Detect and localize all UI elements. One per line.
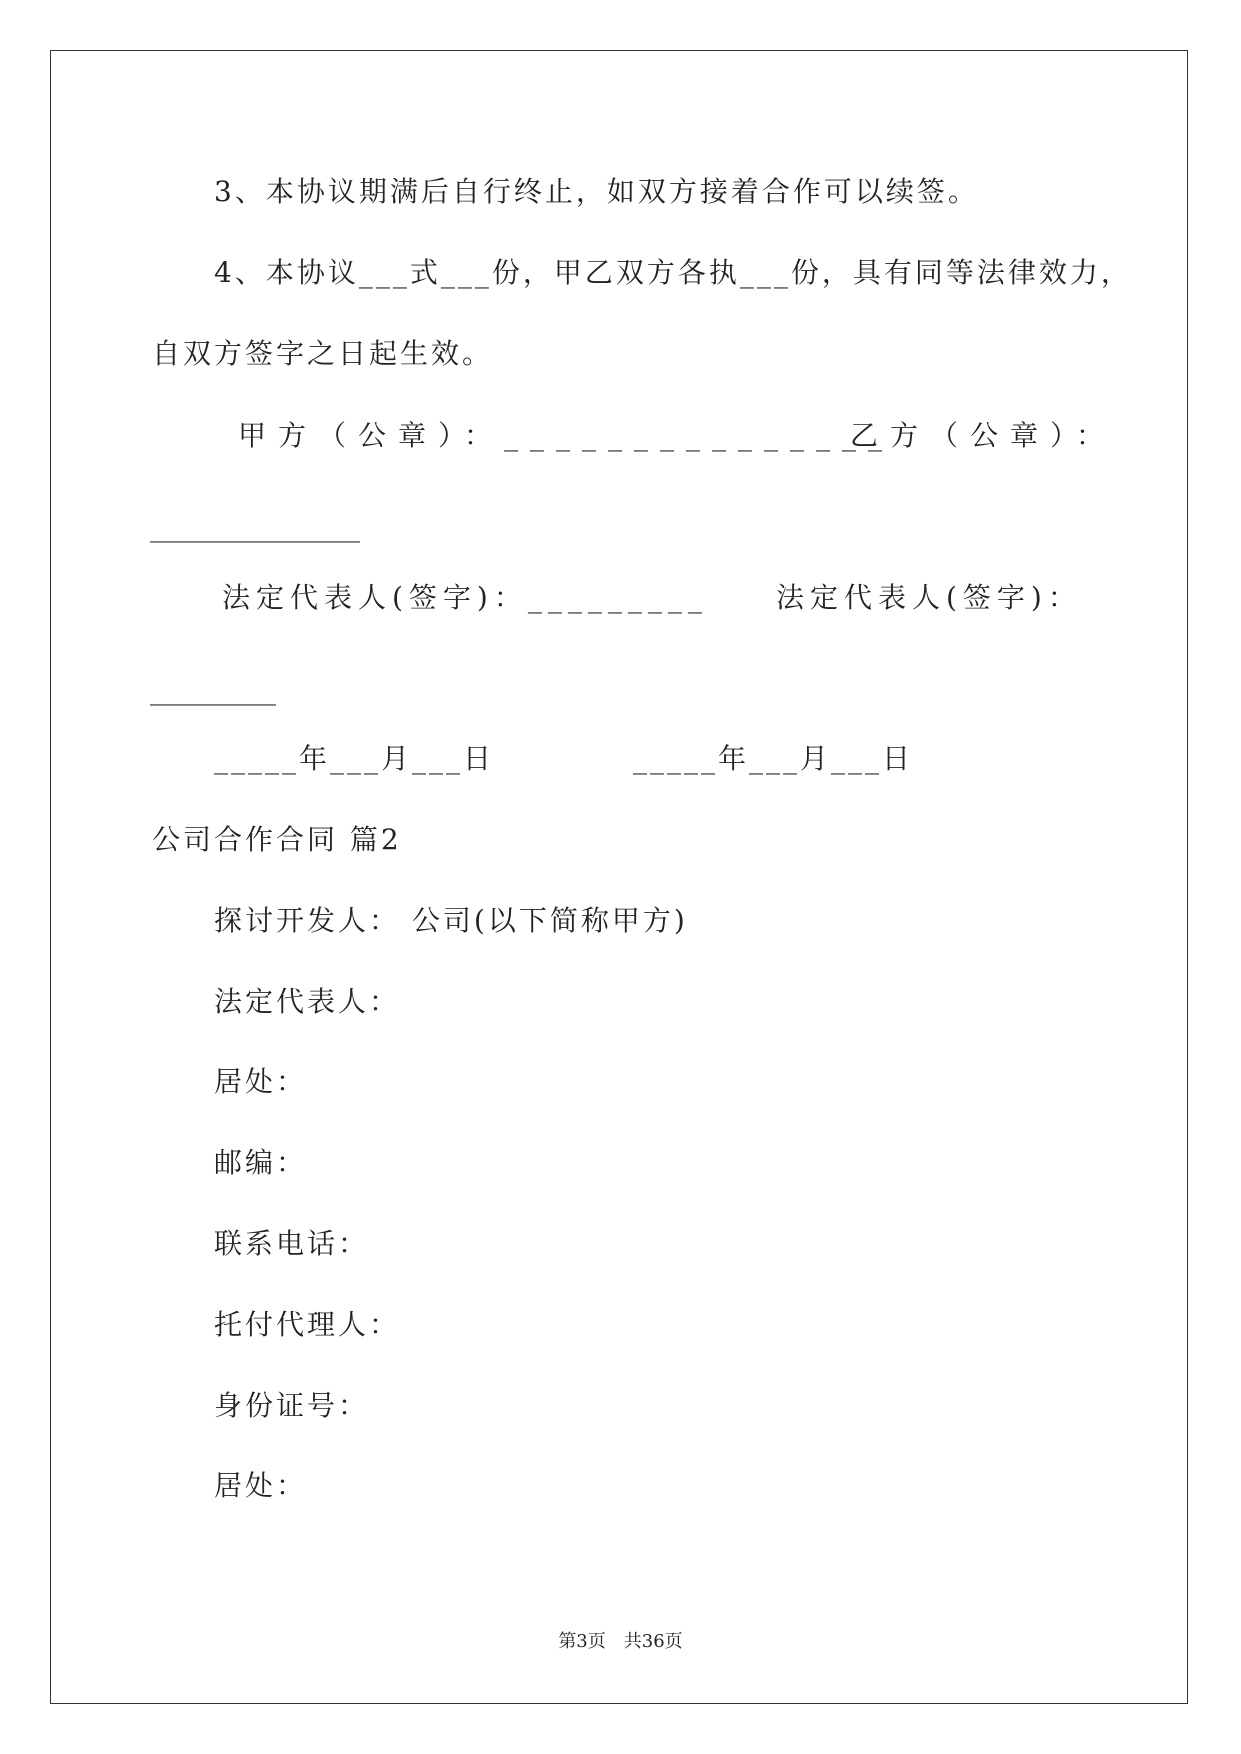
developer-line: 探讨开发人： 公司(以下简称甲方) <box>214 904 688 937</box>
legal-rep-a-signature: 法定代表人(签字)：_________ <box>222 581 708 614</box>
postcode-line: 邮编： <box>214 1146 308 1179</box>
agent-line: 托付代理人： <box>214 1308 401 1341</box>
legal-rep-line: 法定代表人： <box>214 985 401 1018</box>
party-a-seal: 甲方（公章）：_______________ <box>238 419 895 452</box>
page-number-footer: 第3页 共36页 <box>558 1631 683 1652</box>
section-title: 公司合作合同 篇2 <box>152 823 402 856</box>
clause-4-line-1: 4、本协议___式___份，甲乙双方各执___份，具有同等法律效力， <box>214 256 1132 289</box>
legal-rep-b-signature: 法定代表人(签字)： <box>776 581 1082 614</box>
date-party-b: _____年___月___日 <box>633 742 914 775</box>
legal-rep-b-blank: _________ <box>150 673 276 706</box>
address-line-1: 居处： <box>214 1065 308 1098</box>
clause-3: 3、本协议期满后自行终止，如双方接着合作可以续签。 <box>214 175 979 208</box>
clause-4-line-2: 自双方签字之日起生效。 <box>152 337 494 370</box>
page-frame <box>50 50 1188 1704</box>
id-number-line: 身份证号： <box>214 1389 370 1422</box>
phone-line: 联系电话： <box>214 1227 370 1260</box>
party-b-seal-blank: _______________ <box>150 510 360 543</box>
address-line-2: 居处： <box>214 1469 308 1502</box>
date-party-a: _____年___月___日 <box>214 742 495 775</box>
party-b-seal: 乙方（公章）： <box>850 419 1117 452</box>
